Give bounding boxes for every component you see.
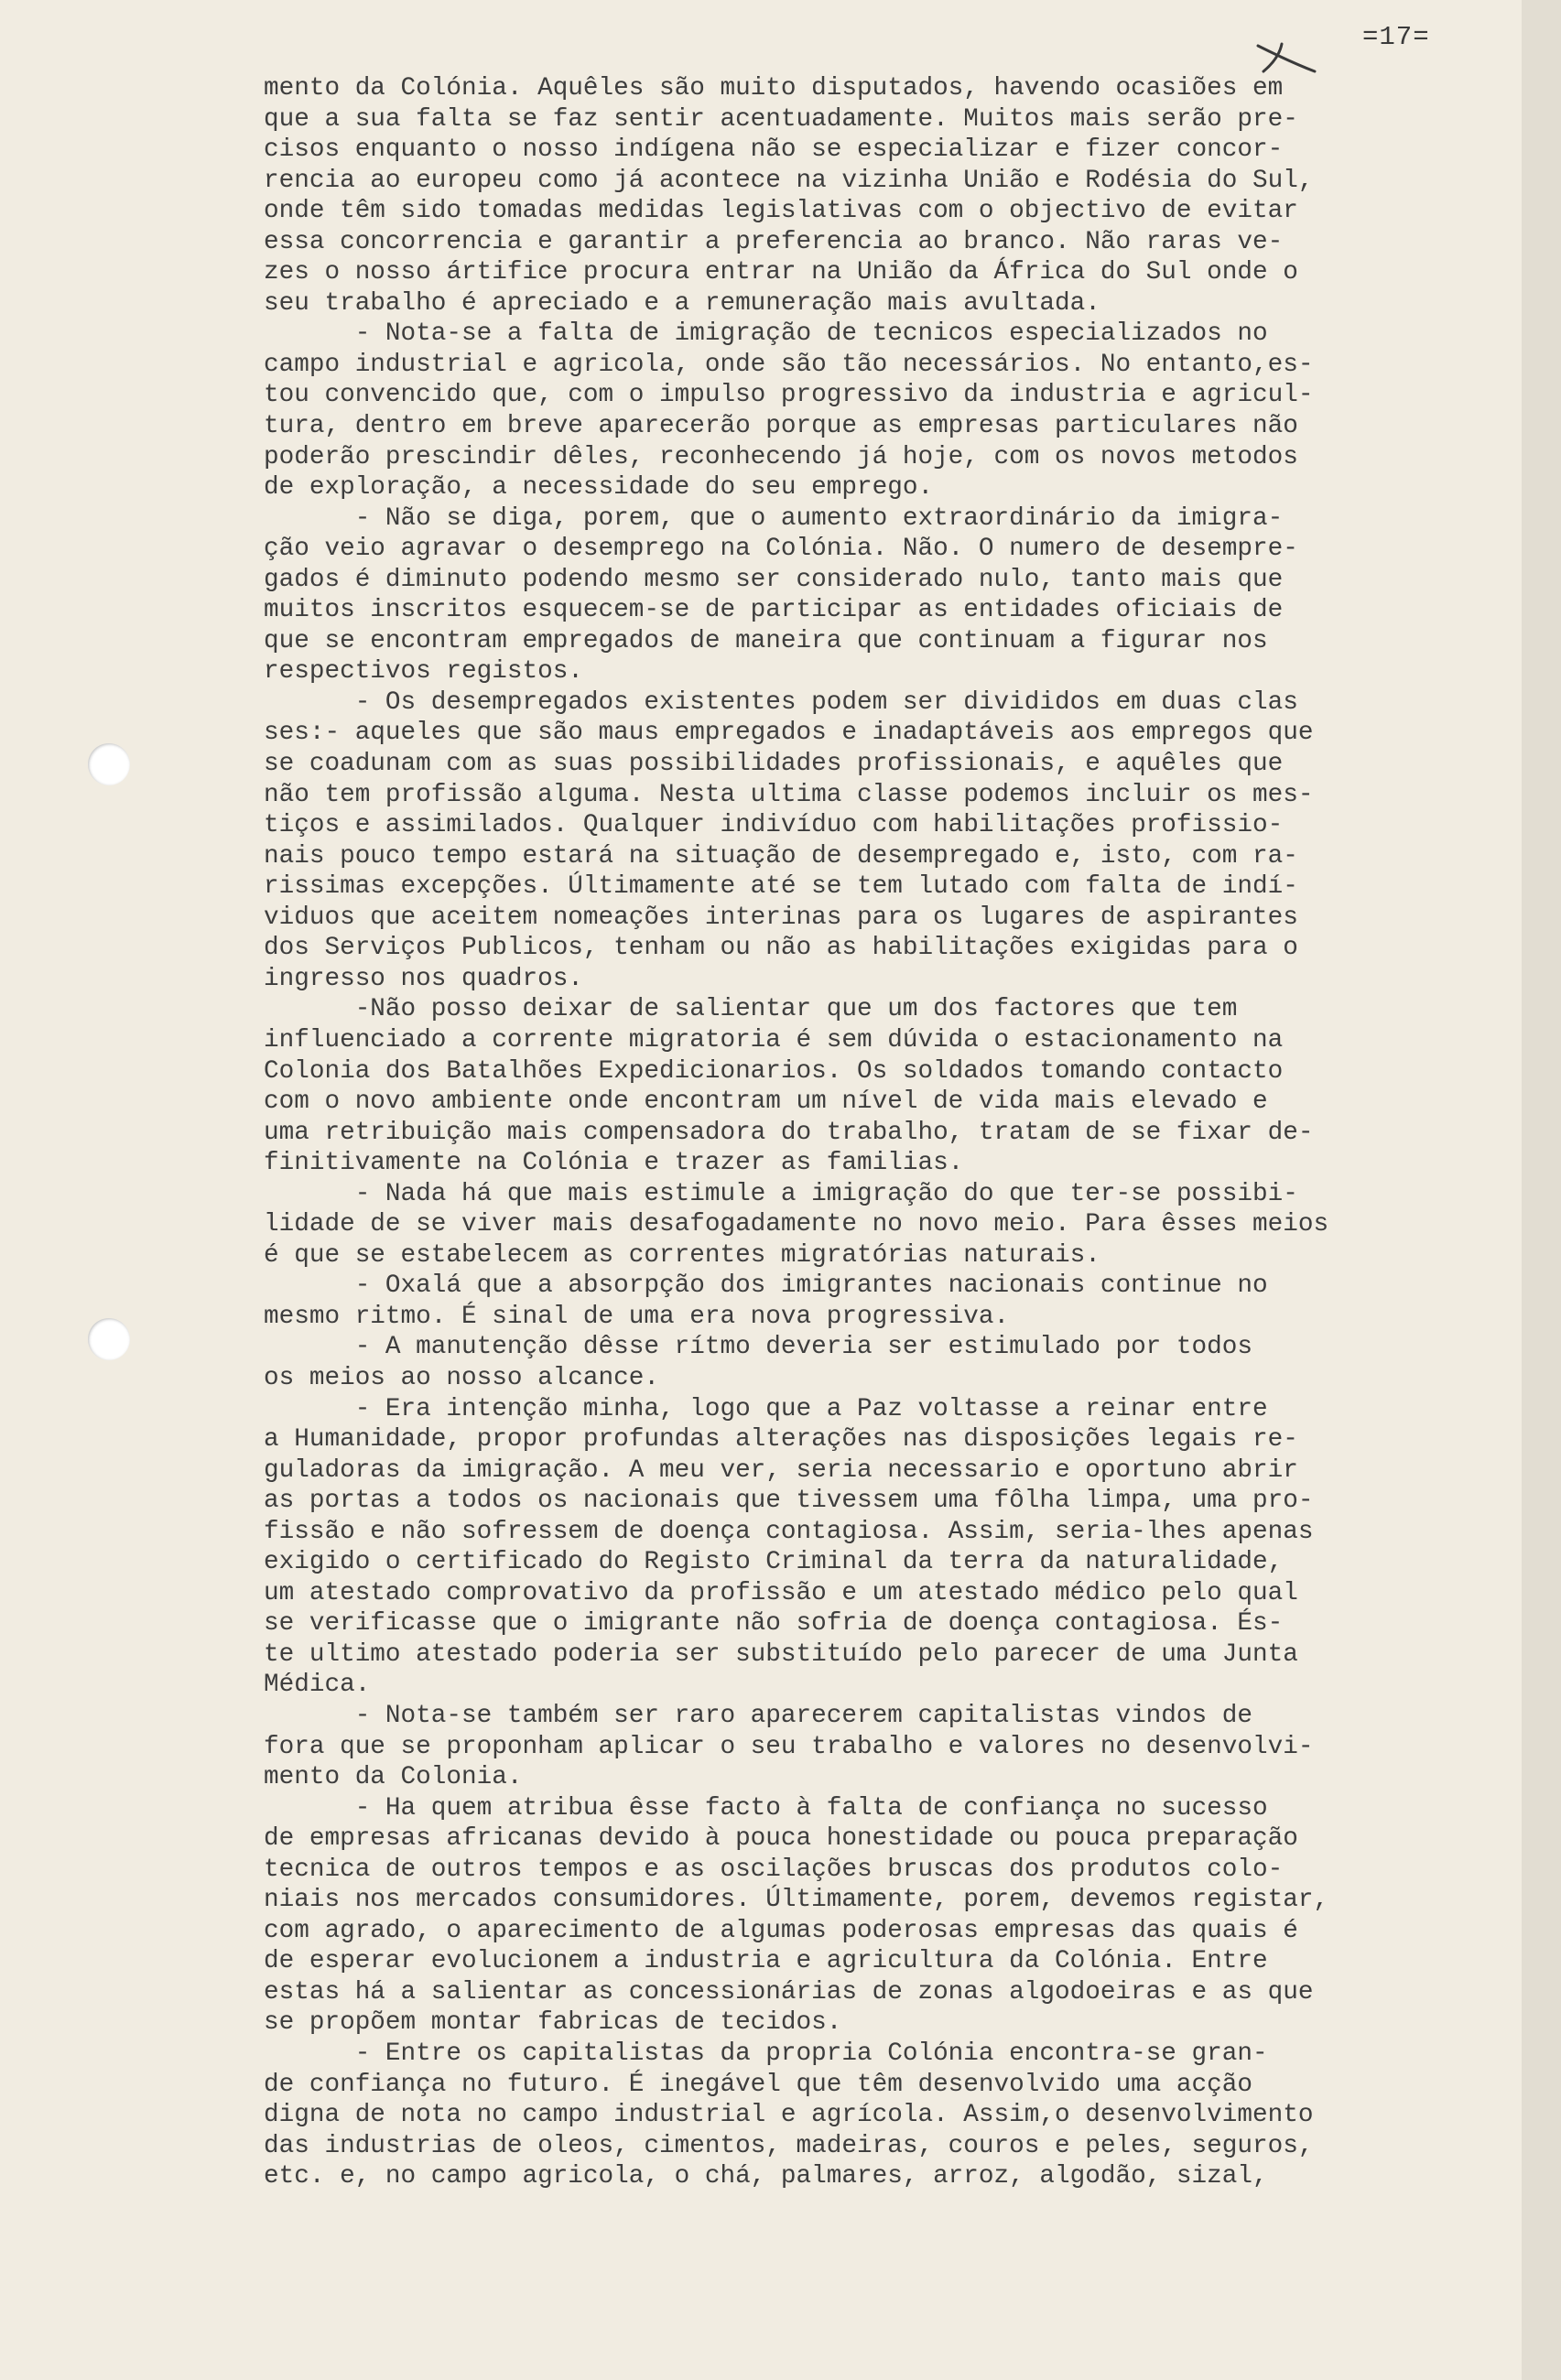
- text-line: de exploração, a necessidade do seu emprego.: [264, 473, 934, 503]
- text-line: fora que se proponham aplicar o seu trabalho e valores no desenvolvi-: [264, 1732, 1314, 1761]
- text-line: zes o nosso ártifice procura entrar na União da África do Sul onde o: [264, 258, 1298, 287]
- text-line: - Nada há que mais estimule a imigração do que ter-se possibi-: [264, 1179, 1298, 1208]
- text-line: tecnica de outros tempos e as oscilações bruscas dos produtos colo-: [264, 1855, 1284, 1884]
- text-line: onde têm sido tomadas medidas legislativas com o objectivo de evitar: [264, 197, 1298, 226]
- text-line: - A manutenção dêsse rítmo deveria ser estimulado por todos: [264, 1333, 1252, 1362]
- text-line: gados é diminuto podendo mesmo ser considerado nulo, tanto mais que: [264, 565, 1284, 594]
- text-line: poderão prescindir dêles, reconhecendo já hoje, com os novos metodos: [264, 442, 1298, 471]
- text-line: finitivamente na Colónia e trazer as familias.: [264, 1149, 964, 1178]
- text-line: - Não se diga, porem, que o aumento extraordinário da imigra-: [264, 503, 1284, 533]
- text-line: Médica.: [264, 1671, 371, 1700]
- text-line: mento da Colónia. Aquêles são muito disputados, havendo ocasiões em: [264, 74, 1284, 103]
- text-line: - Era intenção minha, logo que a Paz voltasse a reinar entre: [264, 1394, 1268, 1423]
- text-line: tiços e assimilados. Qualquer indivíduo com habilitações profissio-: [264, 811, 1284, 840]
- text-line: ingresso nos quadros.: [264, 964, 583, 993]
- text-line: mento da Colonia.: [264, 1763, 523, 1792]
- text-line: um atestado comprovativo da profissão e um atestado médico pelo qual: [264, 1578, 1298, 1607]
- text-line: guladoras da imigração. A meu ver, seria necessario e oportuno abrir: [264, 1455, 1298, 1485]
- text-line: fissão e não sofressem de doença contagiosa. Assim, seria-lhes apenas: [264, 1517, 1314, 1546]
- text-line: seu trabalho é apreciado e a remuneração mais avultada.: [264, 288, 1100, 318]
- text-line: uma retribuição mais compensadora do trabalho, tratam de se fixar de-: [264, 1118, 1314, 1147]
- text-line: de empresas africanas devido à pouca honestidade ou pouca preparação: [264, 1824, 1298, 1854]
- text-line: cisos enquanto o nosso indígena não se especializar e fizer concor-: [264, 135, 1284, 165]
- text-line: a Humanidade, propor profundas alterações nas disposições legais re-: [264, 1425, 1298, 1455]
- text-line: nais pouco tempo estará na situação de desempregado e, isto, com ra-: [264, 841, 1298, 871]
- text-line: se coadunam com as suas possibilidades profissionais, e aquêles que: [264, 750, 1284, 779]
- text-line: essa concorrencia e garantir a preferencia ao branco. Não raras ve-: [264, 227, 1284, 256]
- text-line: das industrias de oleos, cimentos, madeiras, couros e peles, seguros,: [264, 2131, 1314, 2160]
- text-line: digna de nota no campo industrial e agrícola. Assim,o desenvolvimento: [264, 2101, 1314, 2130]
- text-line: -Não posso deixar de salientar que um dos factores que tem: [264, 995, 1238, 1024]
- text-line: ção veio agravar o desemprego na Colónia. Não. O numero de desempre-: [264, 535, 1298, 564]
- text-line: - Entre os capitalistas da propria Colónia encontra-se gran-: [264, 2039, 1268, 2068]
- text-line: campo industrial e agricola, onde são tão necessários. No entanto,es-: [264, 350, 1314, 379]
- text-line: rissimas excepções. Últimamente até se tem lutado com falta de indí-: [264, 872, 1298, 902]
- text-line: de confiança no futuro. É inegável que têm desenvolvido uma acção: [264, 2070, 1252, 2099]
- text-line: - Nota-se a falta de imigração de tecnicos especializados no: [264, 319, 1268, 349]
- background-edge: [1522, 0, 1561, 2380]
- text-line: rencia ao europeu como já acontece na vizinha União e Rodésia do Sul,: [264, 166, 1314, 195]
- text-line: etc. e, no campo agricola, o chá, palmares, arroz, algodão, sizal,: [264, 2162, 1268, 2191]
- text-line: te ultimo atestado poderia ser substituído pelo parecer de uma Junta: [264, 1639, 1298, 1669]
- text-line: que se encontram empregados de maneira que continuam a figurar nos: [264, 626, 1268, 655]
- text-line: mesmo ritmo. É sinal de uma era nova progressiva.: [264, 1302, 1010, 1331]
- text-line: - Oxalá que a absorpção dos imigrantes nacionais continue no: [264, 1271, 1268, 1301]
- text-line: Colonia dos Batalhões Expedicionarios. Os soldados tomando contacto: [264, 1056, 1284, 1086]
- binder-hole-top: [88, 743, 130, 785]
- text-line: - Ha quem atribua êsse facto à falta de confiança no sucesso: [264, 1793, 1268, 1823]
- text-line: respectivos registos.: [264, 657, 583, 687]
- text-line: tura, dentro em breve aparecerão porque as empresas particulares não: [264, 412, 1298, 441]
- text-line: é que se estabelecem as correntes migratórias naturais.: [264, 1240, 1100, 1270]
- text-line: de esperar evolucionem a industria e agricultura da Colónia. Entre: [264, 1947, 1268, 1976]
- text-line: ses:- aqueles que são maus empregados e inadaptáveis aos empregos que: [264, 719, 1314, 748]
- text-line: muitos inscritos esquecem-se de participar as entidades oficiais de: [264, 596, 1284, 625]
- binder-hole-bottom: [88, 1318, 130, 1360]
- text-line: se verificasse que o imigrante não sofria de doença contagiosa. És-: [264, 1609, 1284, 1639]
- text-line: que a sua falta se faz sentir acentuadamente. Muitos mais serão pre-: [264, 104, 1298, 134]
- text-line: dos Serviços Publicos, tenham ou não as habilitações exigidas para o: [264, 934, 1298, 963]
- text-line: os meios ao nosso alcance.: [264, 1363, 659, 1392]
- text-line: tou convencido que, com o impulso progressivo da industria e agricul-: [264, 381, 1314, 410]
- text-line: influenciado a corrente migratoria é sem dúvida o estacionamento na: [264, 1025, 1284, 1055]
- text-line: - Os desempregados existentes podem ser divididos em duas clas: [264, 687, 1298, 717]
- text-line: - Nota-se também ser raro aparecerem capitalistas vindos de: [264, 1701, 1252, 1730]
- pen-strike-icon: [1254, 40, 1318, 77]
- text-line: exigido o certificado do Registo Criminal da terra da naturalidade,: [264, 1548, 1284, 1577]
- text-line: não tem profissão alguma. Nesta ultima classe podemos incluir os mes-: [264, 780, 1314, 809]
- page-number: =17=: [1362, 22, 1430, 52]
- text-line: niais nos mercados consumidores. Últimamente, porem, devemos registar,: [264, 1886, 1329, 1915]
- text-line: viduos que aceitem nomeações interinas para os lugares de aspirantes: [264, 903, 1298, 932]
- text-line: estas há a salientar as concessionárias de zonas algodoeiras e as que: [264, 1977, 1314, 2007]
- typed-text-body: [264, 73, 1536, 2192]
- text-line: lidade de se viver mais desafogadamente no novo meio. Para êsses meios: [264, 1210, 1329, 1239]
- text-line: as portas a todos os nacionais que tivessem uma fôlha limpa, uma pro-: [264, 1487, 1314, 1516]
- text-line: com o novo ambiente onde encontram um nível de vida mais elevado e: [264, 1087, 1268, 1117]
- text-line: se propõem montar fabricas de tecidos.: [264, 2008, 842, 2038]
- text-line: com agrado, o aparecimento de algumas poderosas empresas das quais é: [264, 1916, 1298, 1945]
